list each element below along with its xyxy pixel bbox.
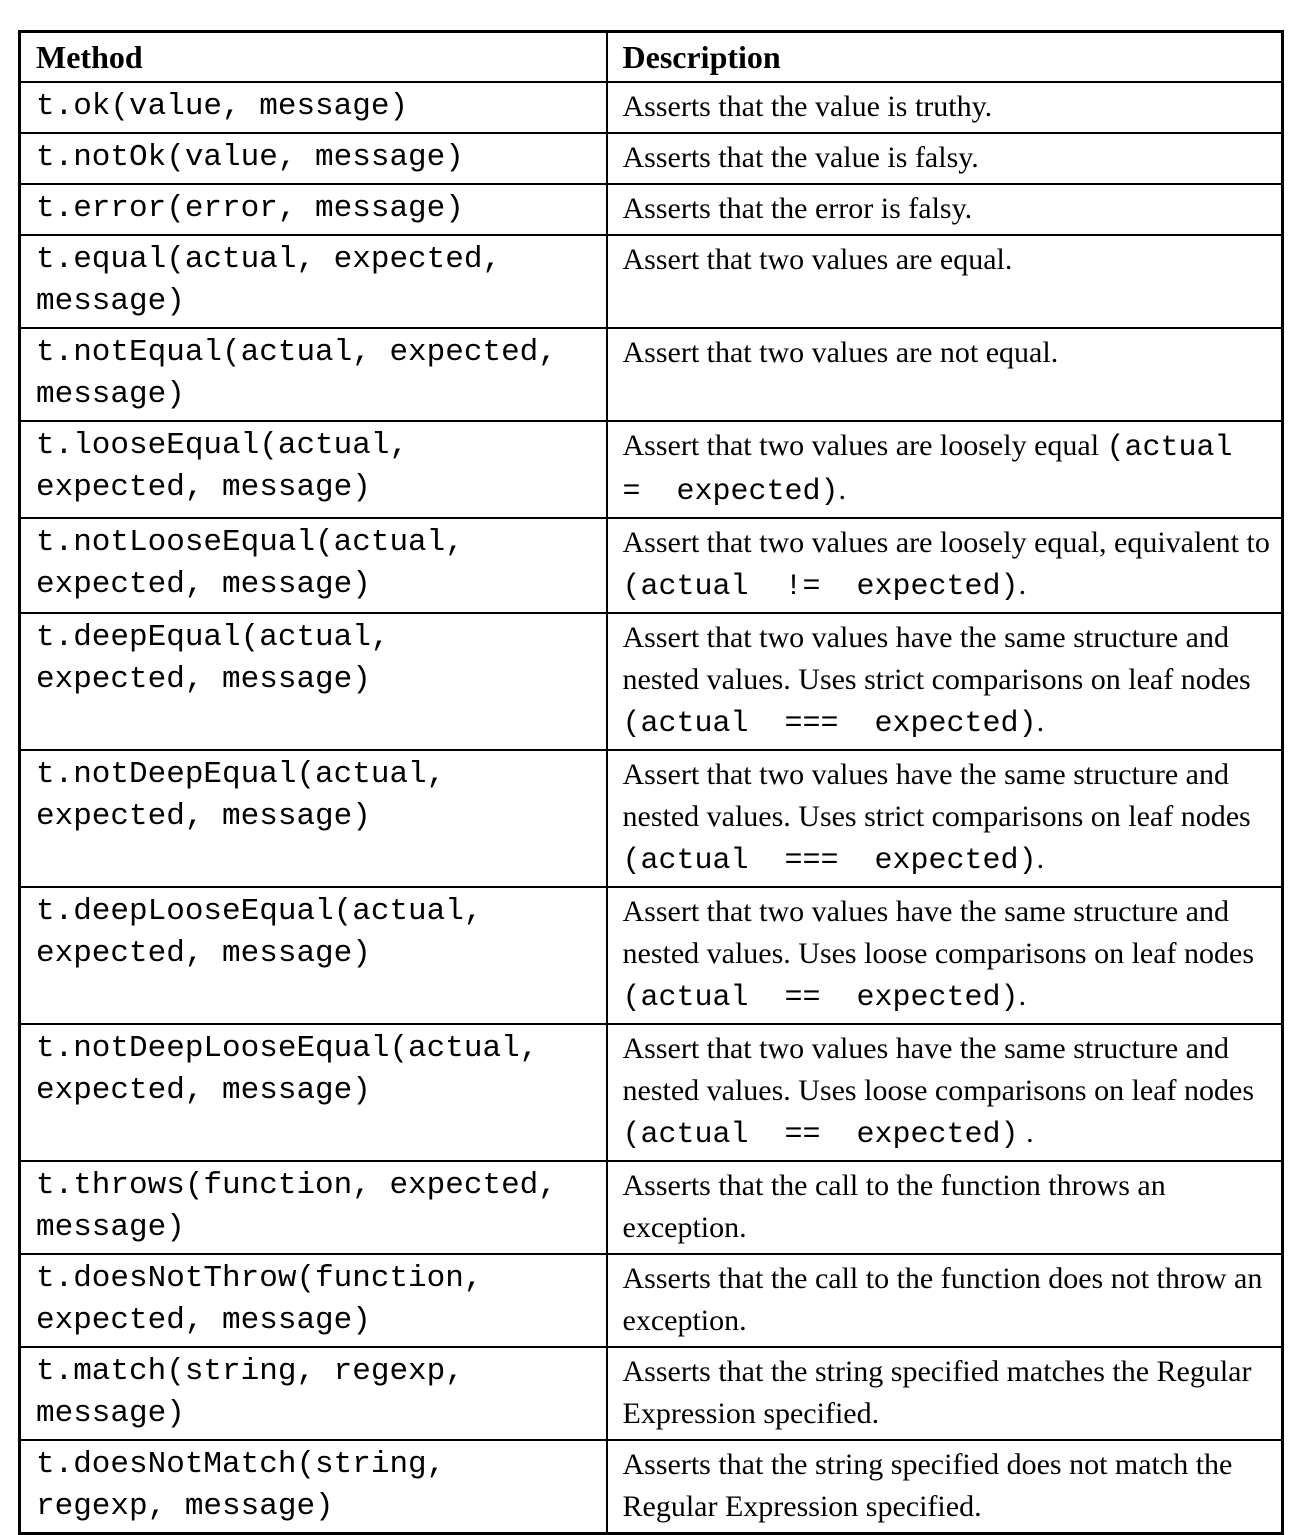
method-code-line: t.doesNotThrow(function, — [36, 1261, 483, 1296]
description-text: Asserts that the error is falsy. — [622, 192, 973, 225]
table-row — [20, 1024, 1283, 1161]
method-cell — [20, 82, 607, 133]
description-text: . — [1018, 1116, 1034, 1149]
table-row — [20, 1440, 1283, 1534]
description-text: . — [838, 473, 847, 506]
method-code-line: t.deepEqual(actual, — [36, 620, 390, 655]
description-cell — [607, 613, 1283, 750]
method-cell — [20, 184, 607, 235]
description-cell — [607, 1440, 1283, 1534]
description-cell — [607, 1347, 1283, 1440]
method-code-line: t.notDeepLooseEqual(actual, — [36, 1031, 539, 1066]
inline-code: (actual == expected) — [622, 1118, 1019, 1152]
method-cell — [20, 1254, 607, 1347]
method-cell — [20, 750, 607, 887]
table-row — [20, 184, 1283, 235]
inline-code: (actual == expected) — [622, 981, 1019, 1015]
method-code-line: expected, message) — [36, 1303, 371, 1338]
description-cell — [607, 887, 1283, 1024]
method-cell — [20, 133, 607, 184]
method-cell — [20, 421, 607, 518]
description-cell — [607, 421, 1283, 518]
method-code-line: t.equal(actual, expected, — [36, 242, 502, 277]
method-cell — [20, 518, 607, 613]
method-cell — [20, 613, 607, 750]
inline-code: (actual != expected) — [622, 570, 1019, 604]
method-code-line: t.doesNotMatch(string, — [36, 1447, 446, 1482]
table-row — [20, 1347, 1283, 1440]
description-column-header: Description — [607, 32, 1283, 83]
description-text: Asserts that the string specified does not match the Regular Expression specified. — [622, 1448, 1233, 1523]
table-row — [20, 328, 1283, 421]
table-row — [20, 235, 1283, 328]
description-text: Assert that two values have the same structure and nested values. Uses loose comparisons on leaf nodes — [622, 1032, 1255, 1107]
table-row — [20, 82, 1283, 133]
method-code-line: t.deepLooseEqual(actual, — [36, 894, 483, 929]
method-code-line: t.looseEqual(actual, — [36, 428, 409, 463]
method-code-line: expected, message) — [36, 470, 371, 505]
table-row — [20, 133, 1283, 184]
description-cell — [607, 328, 1283, 421]
description-text: Asserts that the value is truthy. — [622, 90, 993, 123]
description-text: Asserts that the string specified matches the Regular Expression specified. — [622, 1355, 1252, 1430]
method-code-line: message) — [36, 377, 185, 412]
method-code-line: message) — [36, 284, 185, 319]
description-text: Assert that two values have the same structure and nested values. Uses loose comparisons on leaf nodes — [622, 895, 1255, 970]
method-cell — [20, 1161, 607, 1254]
description-text: Assert that two values are not equal. — [622, 336, 1059, 369]
method-code-line: t.notOk(value, message) — [36, 140, 464, 175]
description-text: . — [1036, 842, 1045, 875]
method-code-line: t.throws(function, expected, — [36, 1168, 557, 1203]
method-code-line: message) — [36, 1210, 185, 1245]
method-code-line: regexp, message) — [36, 1489, 334, 1524]
description-cell — [607, 518, 1283, 613]
method-cell — [20, 328, 607, 421]
table-row — [20, 1254, 1283, 1347]
method-cell — [20, 1347, 607, 1440]
table-row — [20, 518, 1283, 613]
description-cell — [607, 184, 1283, 235]
description-cell — [607, 750, 1283, 887]
description-text: Asserts that the call to the function does not throw an exception. — [622, 1262, 1263, 1337]
table-row — [20, 887, 1283, 1024]
method-code-line: t.notEqual(actual, expected, — [36, 335, 557, 370]
method-code-line: t.notLooseEqual(actual, — [36, 525, 464, 560]
method-cell — [20, 1024, 607, 1161]
header-row — [20, 32, 1283, 83]
table-row — [20, 613, 1283, 750]
method-code-line: t.ok(value, message) — [36, 89, 409, 124]
inline-code: (actual === expected) — [622, 707, 1037, 741]
description-text: Assert that two values have the same structure and nested values. Uses strict comparisons on leaf nodes — [622, 758, 1251, 833]
method-code-line: expected, message) — [36, 1073, 371, 1108]
description-cell — [607, 133, 1283, 184]
method-cell — [20, 1440, 607, 1534]
description-cell — [607, 1161, 1283, 1254]
method-cell — [20, 235, 607, 328]
method-code-line: expected, message) — [36, 936, 371, 971]
description-text: Assert that two values are loosely equal — [622, 429, 1107, 462]
table-row — [20, 421, 1283, 518]
description-text: . — [1018, 979, 1027, 1012]
inline-code: (actual = expected) — [622, 431, 1269, 509]
table-body — [20, 82, 1283, 1534]
table-row — [20, 1161, 1283, 1254]
description-text: Asserts that the value is falsy. — [622, 141, 979, 174]
description-text: . — [1018, 568, 1027, 601]
description-cell — [607, 1024, 1283, 1161]
assertion-methods-table — [18, 30, 1284, 1535]
method-code-line: expected, message) — [36, 799, 371, 834]
description-cell — [607, 82, 1283, 133]
description-text: . — [1036, 705, 1045, 738]
description-cell — [607, 1254, 1283, 1347]
method-code-line: t.error(error, message) — [36, 191, 464, 226]
description-text: Assert that two values have the same structure and nested values. Uses strict comparisons on leaf nodes — [622, 621, 1251, 696]
method-code-line: expected, message) — [36, 567, 371, 602]
method-code-line: message) — [36, 1396, 185, 1431]
table-row — [20, 750, 1283, 887]
description-cell — [607, 235, 1283, 328]
description-text: Assert that two values are equal. — [622, 243, 1013, 276]
description-text: Asserts that the call to the function throws an exception. — [622, 1169, 1166, 1244]
method-column-header: Method — [20, 32, 607, 83]
method-code-line: expected, message) — [36, 662, 371, 697]
method-cell — [20, 887, 607, 1024]
inline-code: (actual === expected) — [622, 844, 1037, 878]
description-text: Assert that two values are loosely equal, equivalent to — [622, 526, 1270, 559]
method-code-line: t.notDeepEqual(actual, — [36, 757, 446, 792]
method-code-line: t.match(string, regexp, — [36, 1354, 464, 1389]
